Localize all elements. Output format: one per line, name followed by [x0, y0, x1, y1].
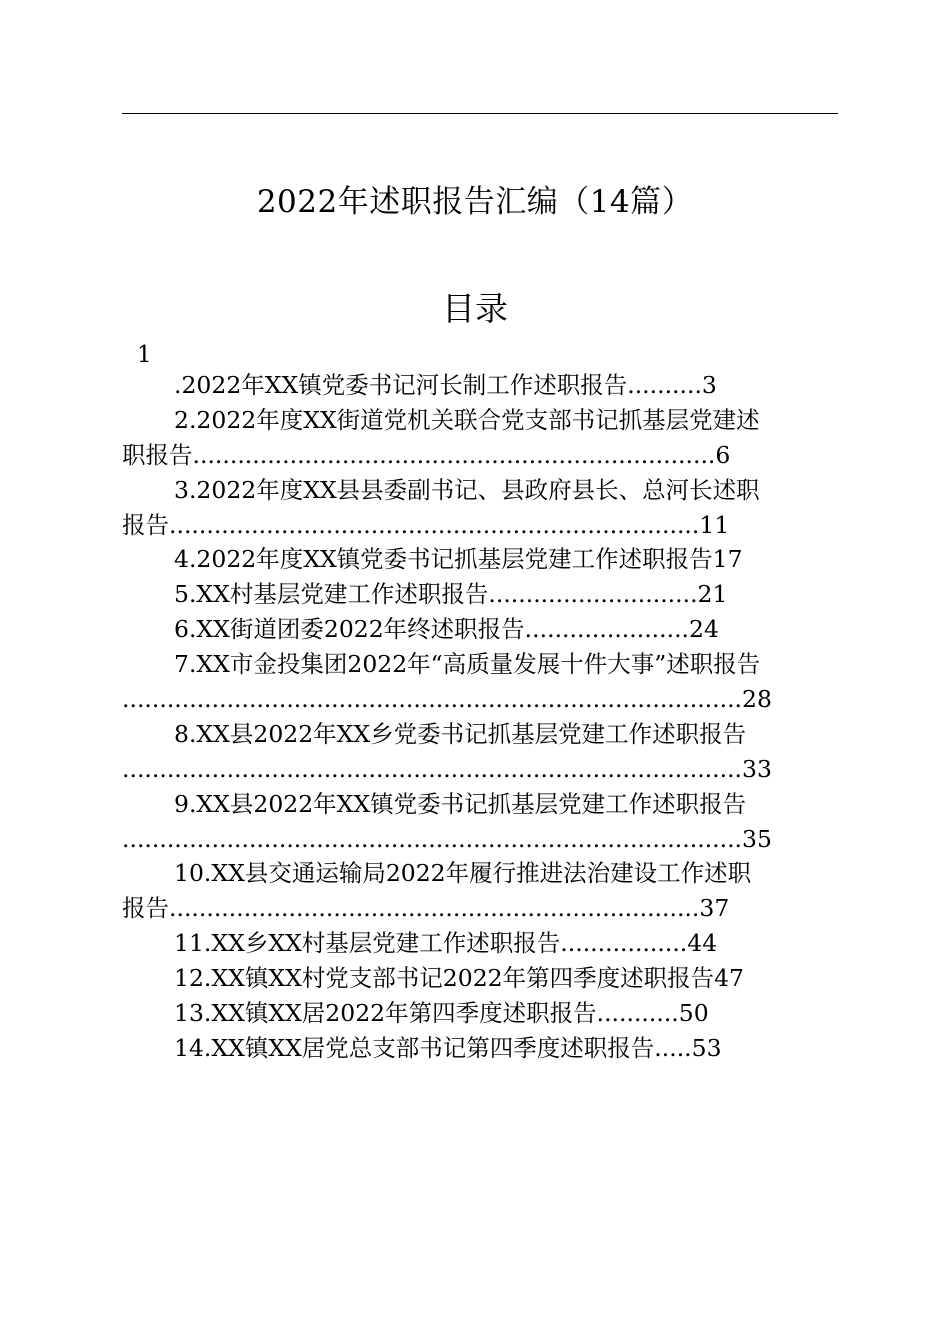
toc-entry-5[interactable]: 5.XX村基层党建工作述职报告............................21 [174, 580, 728, 609]
toc-heading: 目录 [442, 289, 508, 328]
toc-entry-3[interactable]: 3.2022年度XX县县委副书记、县政府县长、总河长述职 [174, 475, 760, 504]
header-rule [122, 113, 838, 114]
toc-entry-8[interactable]: 8.XX县2022年XX乡党委书记抓基层党建工作述职报告 [174, 719, 747, 748]
toc-entry-12[interactable]: 12.XX镇XX村党支部书记2022年第四季度述职报告47 [174, 964, 745, 993]
table-of-contents [122, 368, 838, 1066]
toc-entry-6[interactable]: 6.XX街道团委2022年终述职报告......................24 [174, 615, 719, 644]
toc-entry-2-continuation[interactable]: 职报告......................................................................6 [122, 440, 731, 469]
toc-entry-10[interactable]: 10.XX县交通运输局2022年履行推进法治建设工作述职 [174, 859, 752, 888]
toc-entry-2[interactable]: 2.2022年度XX街道党机关联合党支部书记抓基层党建述 [174, 405, 760, 434]
toc-entry-9[interactable]: 9.XX县2022年XX镇党委书记抓基层党建工作述职报告 [174, 789, 747, 818]
toc-entry-14[interactable]: 14.XX镇XX居党总支部书记第四季度述职报告.....53 [174, 1033, 722, 1062]
toc-entry-13[interactable]: 13.XX镇XX居2022年第四季度述职报告...........50 [174, 999, 709, 1028]
toc-entry-4[interactable]: 4.2022年度XX镇党委书记抓基层党建工作述职报告17 [174, 545, 743, 574]
stray-number: 1 [137, 342, 152, 368]
toc-entry-11[interactable]: 11.XX乡XX村基层党建工作述职报告.................44 [174, 929, 718, 958]
toc-entry-1[interactable]: .2022年XX镇党委书记河长制工作述职报告..........3 [174, 371, 717, 399]
document-title: 2022年述职报告汇编（14篇） [256, 184, 694, 220]
toc-entry-9-continuation[interactable]: ...................................................................................35 [122, 824, 772, 853]
toc-entry-7-continuation[interactable]: ...................................................................................28 [122, 685, 772, 714]
toc-entry-3-continuation[interactable]: 报告.......................................................................11 [122, 510, 730, 539]
toc-entry-7[interactable]: 7.XX市金投集团2022年“高质量发展十件大事”述职报告 [174, 650, 761, 679]
toc-entry-8-continuation[interactable]: ...................................................................................33 [122, 754, 772, 783]
toc-entry-10-continuation[interactable]: 报告.......................................................................37 [122, 894, 730, 923]
